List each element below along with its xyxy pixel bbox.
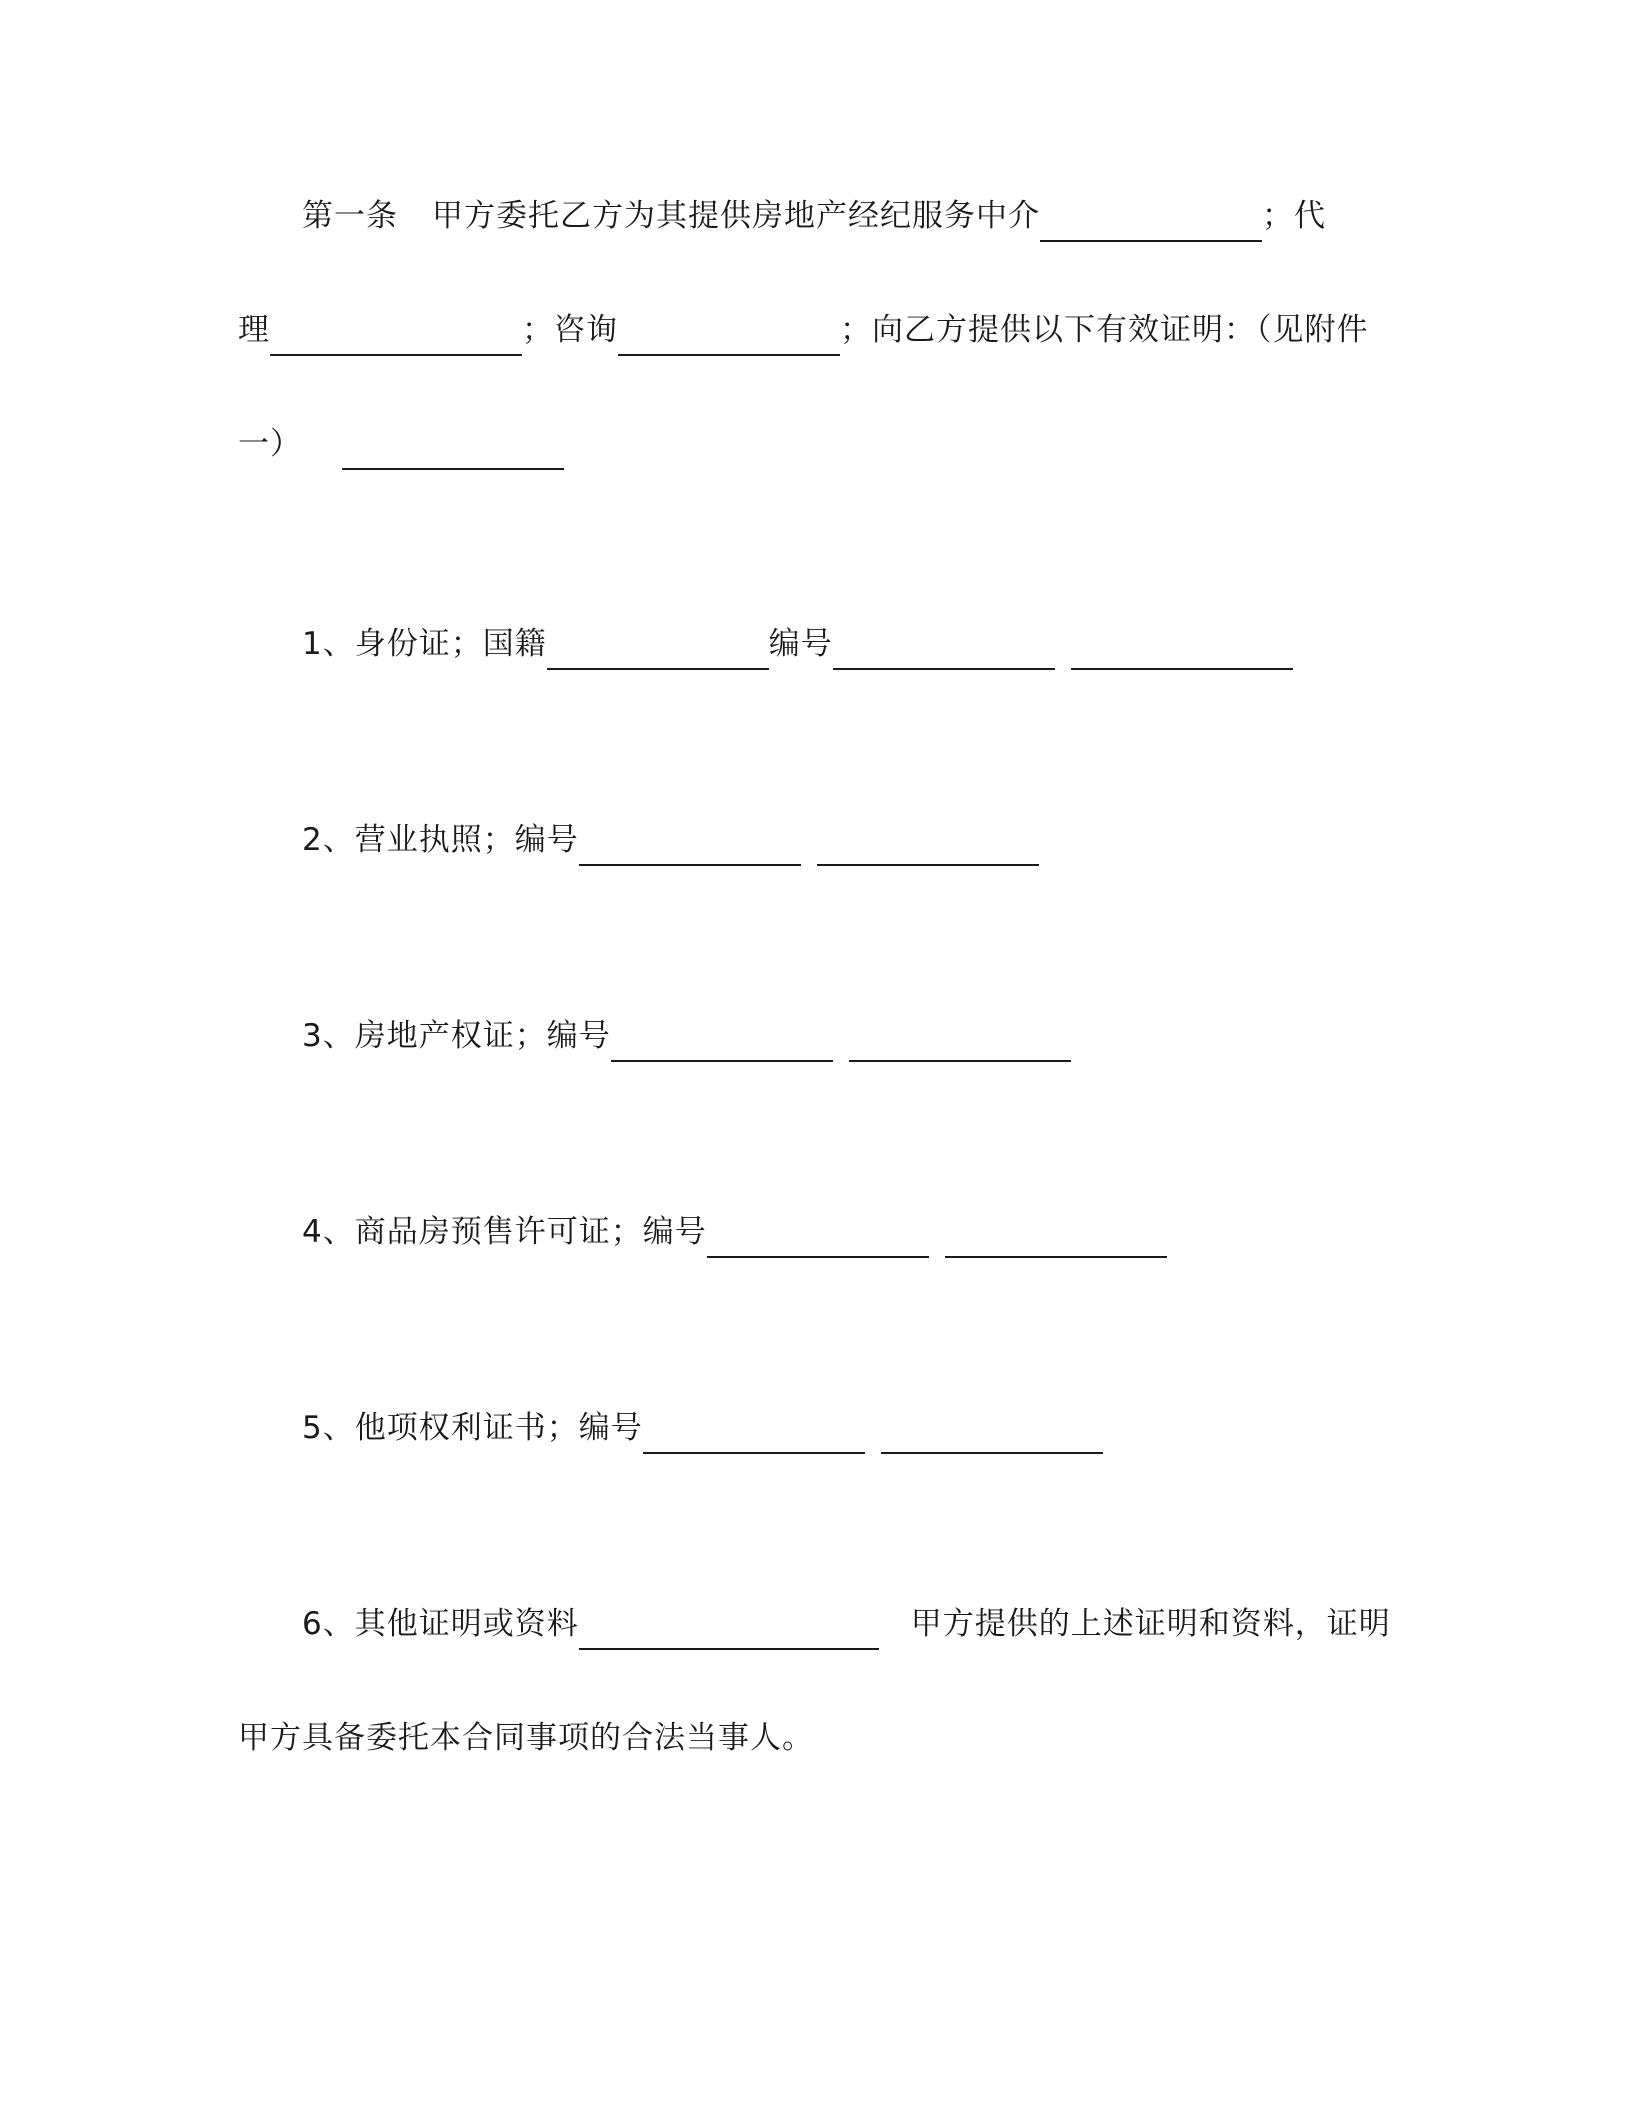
property-number-blank[interactable] [611,1022,833,1062]
article-1-line-3 [238,424,564,464]
article-number: 第一条 [302,198,398,234]
item-presale-permit [302,1212,1167,1252]
item-business-license [302,820,1039,860]
attachment-blank[interactable] [342,430,564,470]
consult-label: ；咨询 [522,312,618,348]
closing-text: 甲方具备委托本合同事项的合法当事人。 [238,1720,814,1756]
item-1-number-label: 编号 [768,626,833,662]
presale-number-blank-2[interactable] [945,1218,1167,1258]
item-other-documents [302,1604,1391,1644]
item-6-tail: 甲方提供的上述证明和资料，证明 [910,1606,1391,1642]
item-6-label: 6、其他证明或资料 [302,1606,579,1642]
presale-number-blank[interactable] [707,1218,929,1258]
proof-intro: ；向乙方提供以下有效证明：（见附件 [840,312,1369,348]
item-4-label: 4、商品房预售许可证；编号 [302,1214,707,1250]
agent-blank[interactable] [270,316,522,356]
attachment-label: 一） [238,426,302,462]
closing-statement [238,1718,814,1758]
item-property-certificate [302,1016,1071,1056]
item-3-label: 3、房地产权证；编号 [302,1018,611,1054]
article-1-line-2 [238,310,1369,350]
item-other-rights-certificate [302,1408,1103,1448]
rights-number-blank[interactable] [643,1414,865,1454]
agent-label: 理 [238,312,270,348]
separator-agent: ；代 [1262,198,1326,234]
id-number-blank-2[interactable] [1071,630,1293,670]
intermediary-blank[interactable] [1040,202,1262,242]
consult-blank[interactable] [618,316,840,356]
property-number-blank-2[interactable] [849,1022,1071,1062]
nationality-blank[interactable] [547,630,769,670]
item-2-label: 2、营业执照；编号 [302,822,579,858]
license-number-blank-2[interactable] [817,826,1039,866]
article-intro: 甲方委托乙方为其提供房地产经纪服务中介 [432,198,1040,234]
license-number-blank[interactable] [579,826,801,866]
article-1-line-1 [302,196,1326,236]
rights-number-blank-2[interactable] [881,1414,1103,1454]
other-docs-blank[interactable] [579,1610,879,1650]
item-id-card [302,624,1293,664]
id-number-blank[interactable] [833,630,1055,670]
item-5-label: 5、他项权利证书；编号 [302,1410,643,1446]
item-1-label: 1、身份证；国籍 [302,626,547,662]
